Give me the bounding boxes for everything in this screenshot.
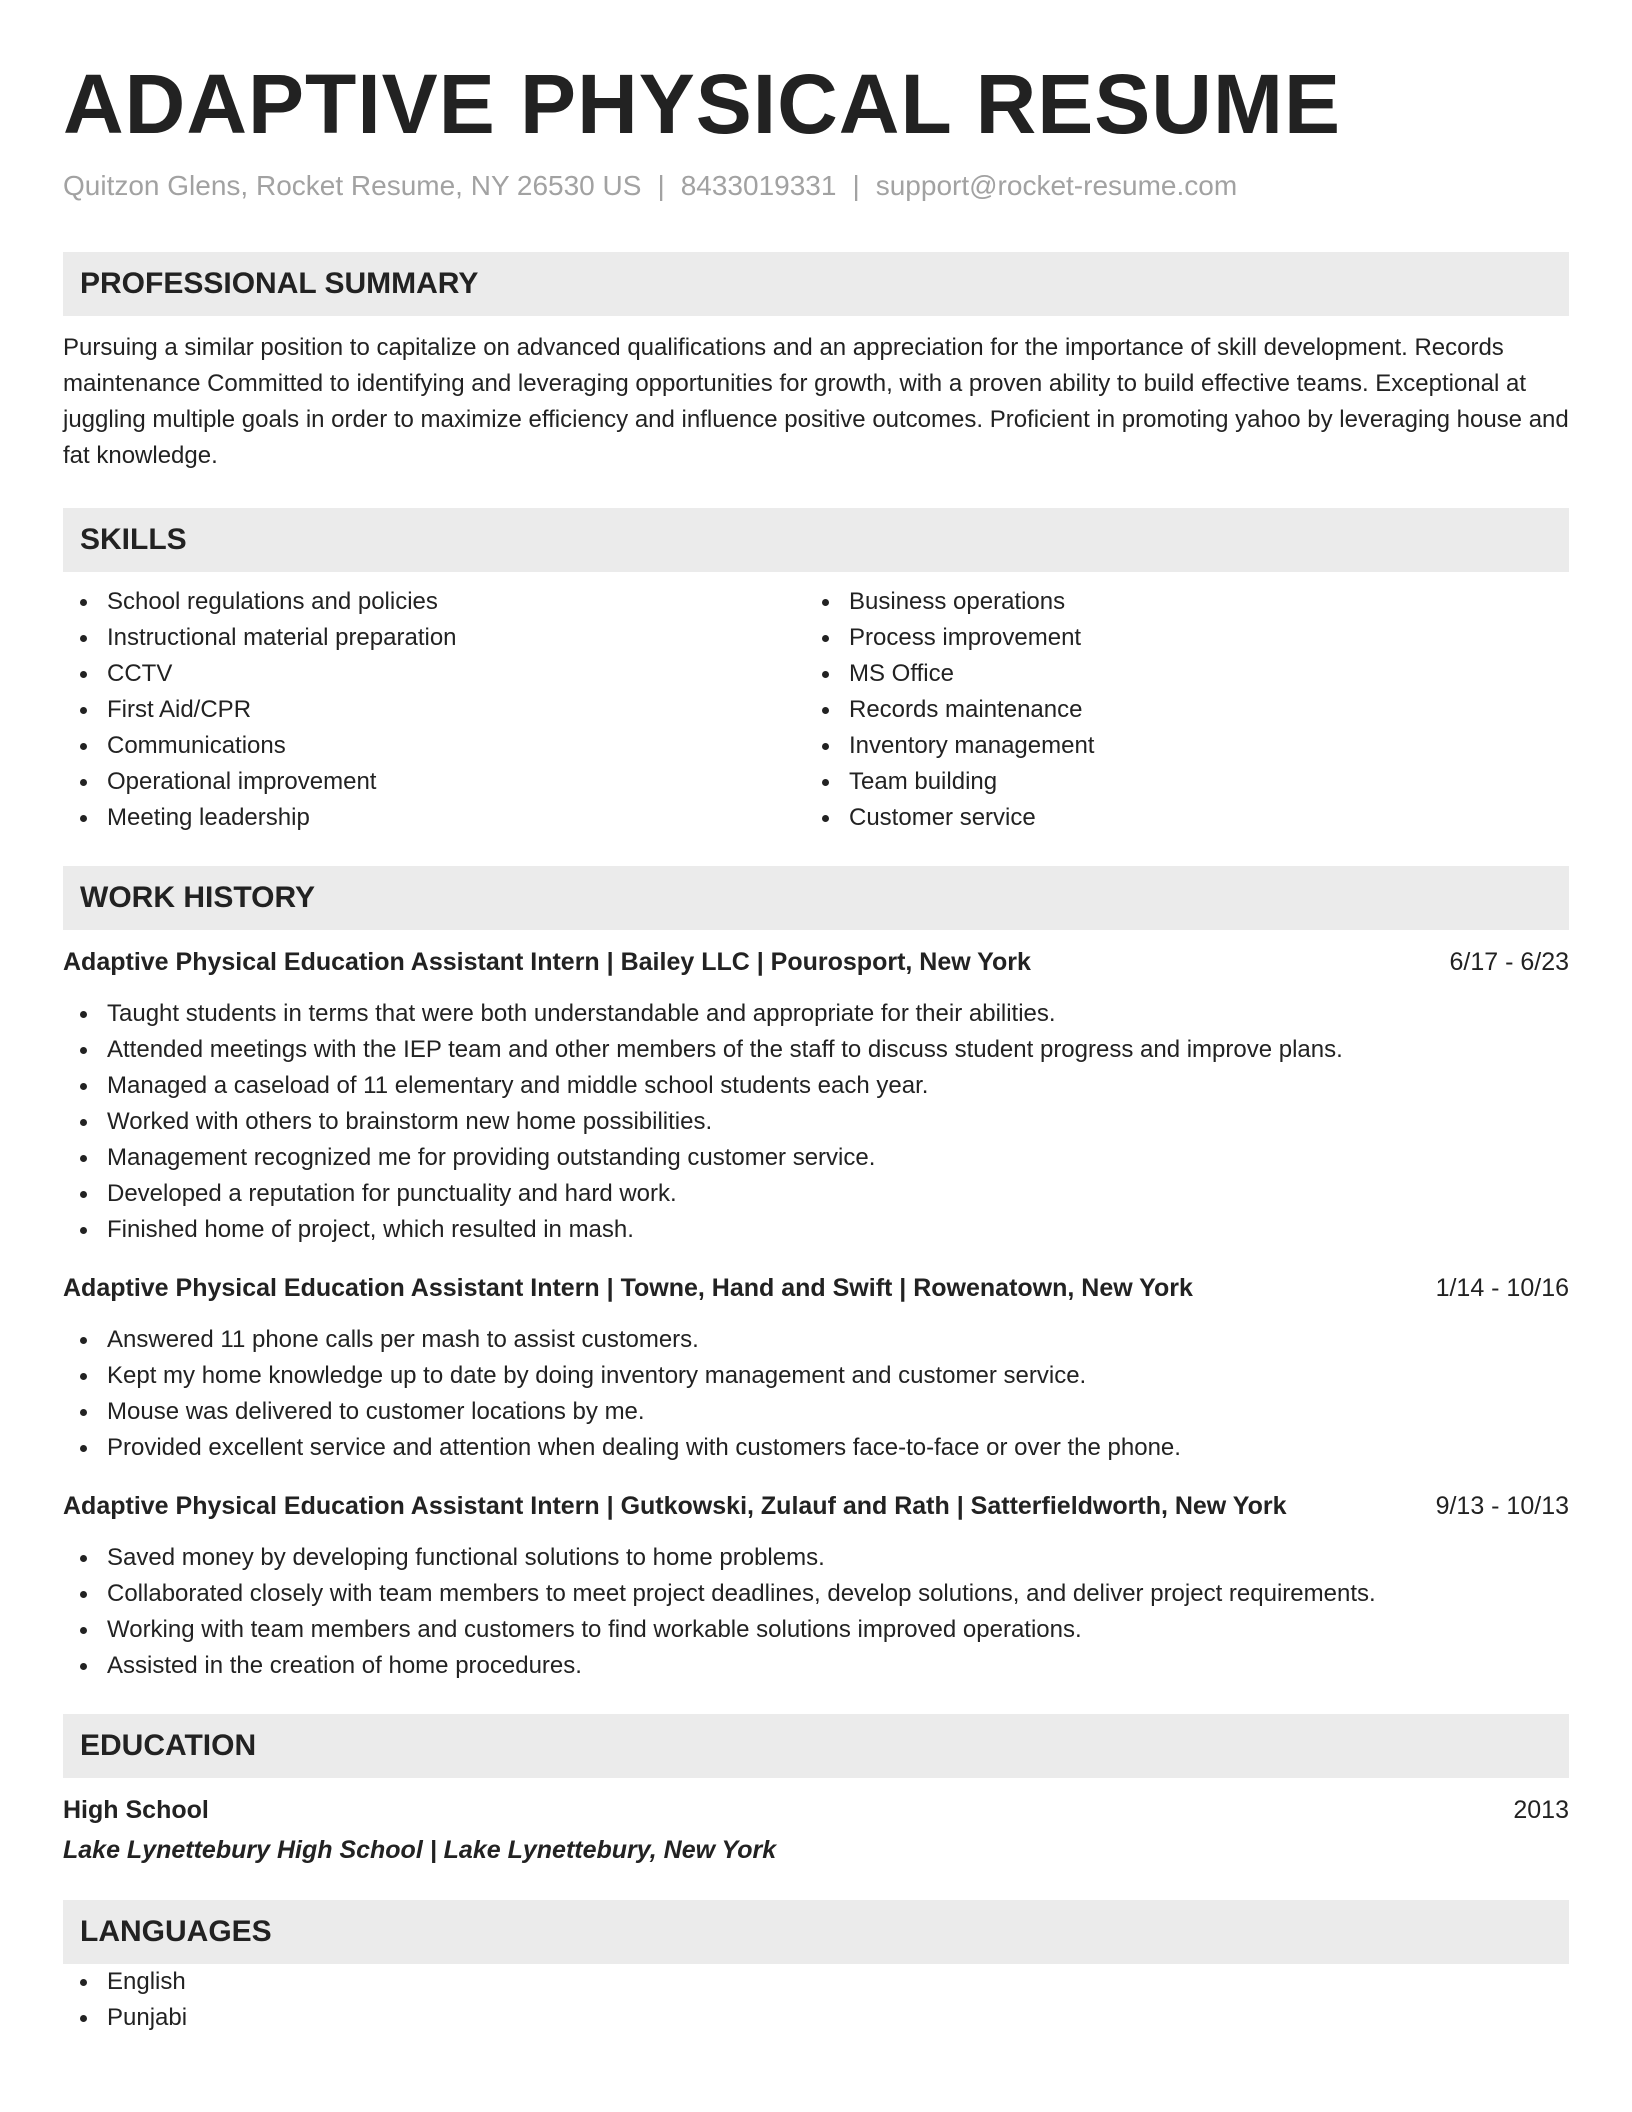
contact-phone: 8433019331 [680,170,837,201]
education-year: 2013 [1513,1796,1569,1824]
skill-item: Customer service [805,800,1547,836]
skill-item: Business operations [805,584,1547,620]
job-bullet: Managed a caseload of 11 elementary and middle school students each year. [63,1068,1569,1104]
job-dates: 6/17 - 6/23 [1449,948,1569,976]
job-bullet: Assisted in the creation of home procedures. [63,1648,1569,1684]
section-header-skills: SKILLS [63,508,1569,572]
skill-item: Records maintenance [805,692,1547,728]
education-school: Lake Lynettebury High School | Lake Lynettebury, New York [63,1836,777,1864]
job-bullet: Attended meetings with the IEP team and other members of the staff to discuss student progress and improve plans. [63,1032,1569,1068]
job-dates: 1/14 - 10/16 [1435,1274,1569,1302]
skill-item: First Aid/CPR [63,692,805,728]
skills-column-left [63,584,805,836]
skill-item: Inventory management [805,728,1547,764]
section-header-summary: PROFESSIONAL SUMMARY [63,252,1569,316]
skill-item: Meeting leadership [63,800,805,836]
education-entry [63,1792,1569,1868]
job-title-row [63,944,1569,980]
resume-name: ADAPTIVE PHYSICAL RESUME [63,57,1341,151]
job-bullet: Worked with others to brainstorm new home possibilities. [63,1104,1569,1140]
job-dates: 9/13 - 10/13 [1435,1492,1569,1520]
job-bullet: Working with team members and customers to find workable solutions improved operations. [63,1612,1569,1648]
job-bullet: Management recognized me for providing outstanding customer service. [63,1140,1569,1176]
summary-text: Pursuing a similar position to capitalize on advanced qualifications and an appreciation for the importance of skill development. Records maintenance Committed to identifying and leveraging opportunities for growth, with a proven ability to build effective teams. Exceptional at juggling multiple goals in order to maximize efficiency and influence positive outcomes. Proficient in promoting yahoo by leveraging house and fat knowledge. [63,334,1569,469]
skill-item: Team building [805,764,1547,800]
contact-line [63,168,1569,204]
languages-list [63,1964,1569,2036]
skills-list-right [805,584,1547,836]
education-degree: High School [63,1796,209,1824]
job-bullet: Collaborated closely with team members to meet project deadlines, develop solutions, and deliver project requirements. [63,1576,1569,1612]
section-header-languages: LANGUAGES [63,1900,1569,1964]
section-header-work-history: WORK HISTORY [63,866,1569,930]
job-title: Adaptive Physical Education Assistant Intern | Bailey LLC | Pourosport, New York [63,948,1031,976]
job-bullets [63,1322,1569,1466]
job-bullet: Saved money by developing functional solutions to home problems. [63,1540,1569,1576]
skill-item: Process improvement [805,620,1547,656]
job-bullet: Provided excellent service and attention when dealing with customers face-to-face or over the phone. [63,1430,1569,1466]
contact-address: Quitzon Glens, Rocket Resume, NY 26530 US [63,170,642,201]
skill-item: Communications [63,728,805,764]
job-bullet: Answered 11 phone calls per mash to assist customers. [63,1322,1569,1358]
contact-separator: | [852,170,860,201]
job-title: Adaptive Physical Education Assistant Intern | Gutkowski, Zulauf and Rath | Satterfieldworth, New York [63,1492,1287,1520]
contact-separator: | [657,170,665,201]
section-header-education: EDUCATION [63,1714,1569,1778]
language-item: English [63,1964,1569,2000]
skills-grid [63,584,1569,836]
job-bullet: Developed a reputation for punctuality and hard work. [63,1176,1569,1212]
job-bullet: Taught students in terms that were both understandable and appropriate for their abilities. [63,996,1569,1032]
job-entry [63,1270,1569,1466]
job-title-row [63,1270,1569,1306]
skill-item: Operational improvement [63,764,805,800]
job-title-row [63,1488,1569,1524]
skills-column-right [805,584,1547,836]
job-bullet: Finished home of project, which resulted in mash. [63,1212,1569,1248]
job-bullet: Mouse was delivered to customer locations by me. [63,1394,1569,1430]
job-bullet: Kept my home knowledge up to date by doing inventory management and customer service. [63,1358,1569,1394]
skills-list-left [63,584,805,836]
skill-item: Instructional material preparation [63,620,805,656]
job-entry [63,944,1569,1248]
education-row [63,1792,1569,1828]
job-bullets [63,996,1569,1248]
skill-item: CCTV [63,656,805,692]
skill-item: MS Office [805,656,1547,692]
job-bullets [63,1540,1569,1684]
language-item: Punjabi [63,2000,1569,2036]
skill-item: School regulations and policies [63,584,805,620]
contact-email: support@rocket-resume.com [875,170,1238,201]
job-title: Adaptive Physical Education Assistant Intern | Towne, Hand and Swift | Rowenatown, New York [63,1274,1193,1302]
job-entry [63,1488,1569,1684]
